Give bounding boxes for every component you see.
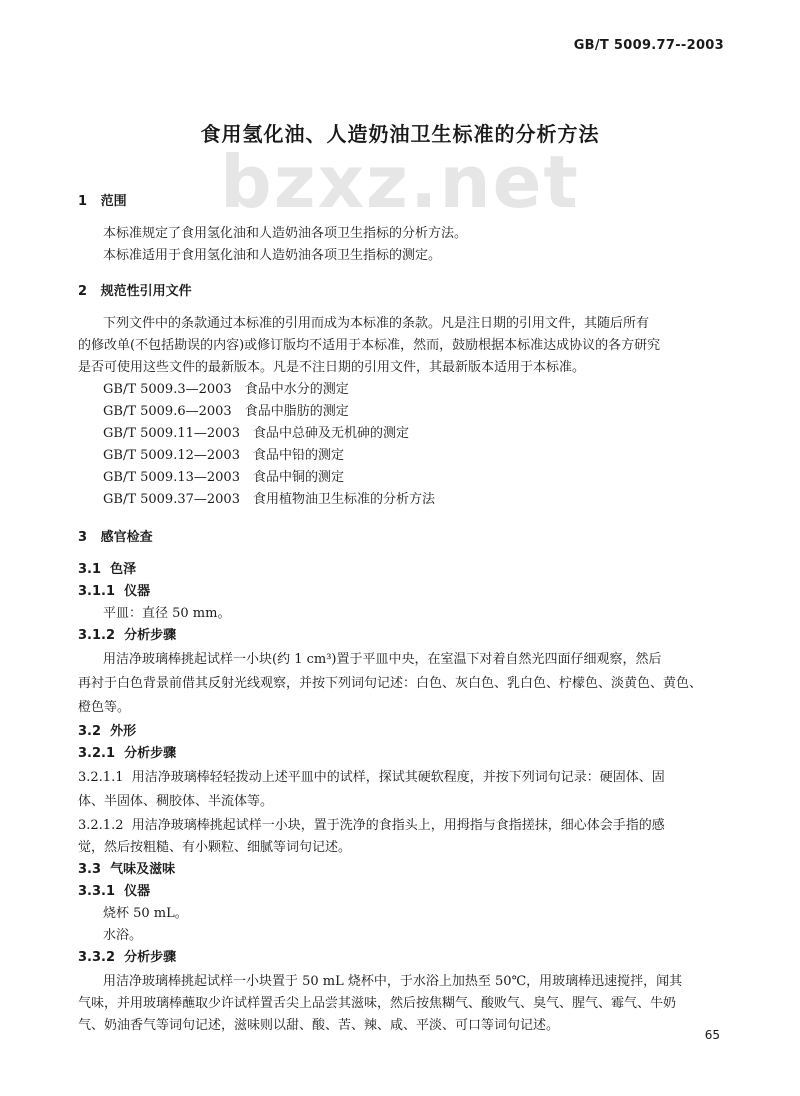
subsection-heading: 3.2.1 分析步骤 <box>78 746 177 761</box>
reference-item: GB/T 5009.6—2003 食品中脂肪的测定 <box>103 404 349 419</box>
watermark: bzxz.net <box>220 140 580 224</box>
paragraph-line: 再衬于白色背景前借其反射光线观察，并按下列词句记述：白色、灰白色、乳白色、柠檬色、淡黄色、黄色、 <box>78 676 703 691</box>
reference-item: GB/T 5009.37—2003 食用植物油卫生标准的分析方法 <box>103 492 435 507</box>
section-number: 3 <box>78 530 88 545</box>
paragraph-line: 的修改单(不包括勘误的内容)或修订版均不适用于本标准，然而，鼓励根据本标准达成协议的各方研究 <box>78 338 661 353</box>
paragraph-line: 下列文件中的条款通过本标准的引用而成为本标准的条款。凡是注日期的引用文件，其随后所有 <box>103 316 650 331</box>
document-title: 食用氢化油、人造奶油卫生标准的分析方法 <box>200 122 600 146</box>
paragraph: 平皿：直径 50 mm。 <box>103 606 231 621</box>
paragraph-line: 3.2.1.2 用洁净玻璃棒挑起试样一小块，置于洗净的食指头上，用拇指与食指搓抹，细心体会手指的感 <box>78 818 665 833</box>
subsection-heading: 3.2 外形 <box>78 724 137 739</box>
paragraph: 本标准适用于食用氢化油和人造奶油各项卫生指标的测定。 <box>103 248 442 263</box>
reference-item: GB/T 5009.12—2003 食品中铅的测定 <box>103 448 344 463</box>
paragraph-line: 烧杯 50 mL。 <box>103 906 188 921</box>
section-number: 1 <box>78 194 88 209</box>
paragraph-line: 橙色等。 <box>78 700 131 715</box>
paragraph-line: 是否可使用这些文件的最新版本。凡是不注日期的引用文件，其最新版本适用于本标准。 <box>78 360 586 375</box>
section-number: 2 <box>78 284 88 299</box>
subsection-heading: 3.1.1 仪器 <box>78 584 151 599</box>
paragraph-line: 体、半固体、稠胶体、半流体等。 <box>78 794 274 809</box>
subsection-heading: 3.1 色泽 <box>78 562 137 577</box>
paragraph-line: 用洁净玻璃棒挑起试样一小块(约 1 cm³)置于平皿中央，在室温下对着自然光四面仔细观察，然后 <box>103 652 662 667</box>
reference-item: GB/T 5009.11—2003 食品中总砷及无机砷的测定 <box>103 426 409 441</box>
paragraph: 本标准规定了食用氢化油和人造奶油各项卫生指标的分析方法。 <box>103 226 468 241</box>
paragraph-line: 气、奶油香气等词句记述，滋味则以甜、酸、苦、辣、咸、平淡、可口等词句记述。 <box>78 1018 560 1033</box>
subsection-heading: 3.1.2 分析步骤 <box>78 628 177 643</box>
paragraph-line: 水浴。 <box>103 928 143 943</box>
section-3-heading <box>78 528 153 548</box>
paragraph-line: 觉，然后按粗糙、有小颗粒、细腻等词句记述。 <box>78 840 352 855</box>
subsection-heading: 3.3.1 仪器 <box>78 884 151 899</box>
paragraph-line: 气味，并用玻璃棒蘸取少许试样置舌尖上品尝其滋味，然后按焦糊气、酸败气、臭气、腥气、霉气、牛奶 <box>78 996 677 1011</box>
paragraph-line: 用洁净玻璃棒挑起试样一小块置于 50 mL 烧杯中，于水浴上加热至 50℃，用玻璃棒迅速搅拌，闻其 <box>103 974 683 989</box>
reference-item: GB/T 5009.13—2003 食品中铜的测定 <box>103 470 344 485</box>
page-number: 65 <box>704 1028 720 1042</box>
standard-code: GB/T 5009.77--2003 <box>573 38 724 53</box>
paragraph-line: 3.2.1.1 用洁净玻璃棒轻轻拨动上述平皿中的试样，探试其硬软程度，并按下列词句记录：硬固体、固 <box>78 770 665 785</box>
section-title: 感官检查 <box>100 530 153 545</box>
subsection-heading: 3.3.2 分析步骤 <box>78 950 177 965</box>
subsection-heading: 3.3 气味及滋味 <box>78 862 176 877</box>
section-title: 范围 <box>100 194 127 209</box>
section-title: 规范性引用文件 <box>100 284 192 299</box>
section-1-heading <box>78 192 127 212</box>
section-2-heading <box>78 282 192 302</box>
reference-item: GB/T 5009.3—2003 食品中水分的测定 <box>103 382 349 397</box>
